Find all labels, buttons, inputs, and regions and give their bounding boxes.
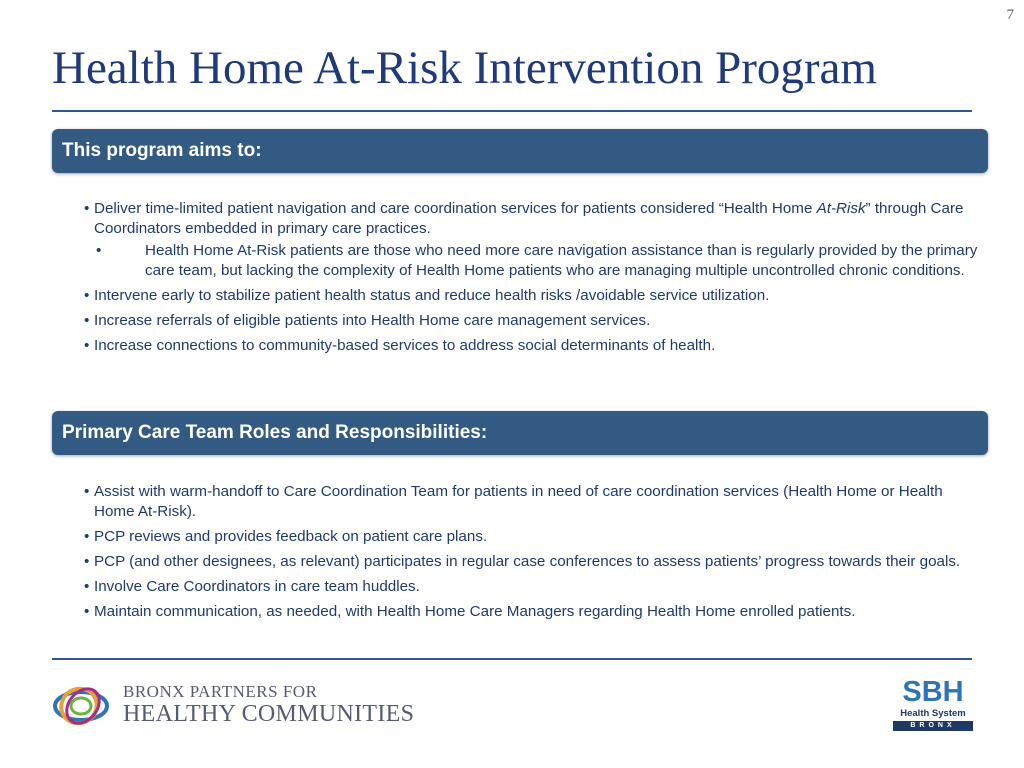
list-item — [84, 482, 984, 522]
rings-logo-icon — [50, 684, 112, 728]
page-number: 7 — [1006, 7, 1014, 23]
bullet-text: PCP reviews and provides feedback on patient care plans. — [94, 528, 488, 545]
bullet-icon: • — [84, 337, 90, 354]
list-item — [84, 602, 984, 622]
bullet-icon: • — [84, 528, 90, 545]
list-item — [84, 552, 984, 572]
list-item — [84, 577, 984, 597]
bullet-text: Involve Care Coordinators in care team huddles. — [94, 578, 420, 595]
roles-list — [84, 482, 984, 627]
list-item — [84, 527, 984, 547]
title-divider — [52, 110, 972, 112]
bullet-icon: • — [84, 287, 90, 304]
bullet-text: Deliver time-limited patient navigation and care coordination services for patients considered “Health Home At-Risk” through Care Coordinators embedded in primary care practices. — [94, 200, 964, 237]
bullet-icon: • — [84, 483, 90, 500]
bullet-icon: • — [84, 200, 90, 217]
list-item-sub — [84, 241, 984, 281]
bullet-icon: • — [96, 242, 102, 259]
list-item — [84, 286, 984, 306]
slide-title: Health Home At-Risk Intervention Program — [52, 42, 877, 94]
bronx-partners-logo — [50, 682, 430, 732]
sbh-logo — [893, 676, 975, 732]
bullet-text: Increase referrals of eligible patients into Health Home care management services. — [94, 312, 651, 329]
bullet-icon: • — [84, 578, 90, 595]
sbh-logo-main: SBH — [902, 676, 964, 708]
section-header-program-aims: This program aims to: — [52, 129, 988, 173]
bullet-text: Assist with warm-handoff to Care Coordination Team for patients in need of care coordination services (Health Home or Health Home At-Risk). — [94, 483, 943, 520]
list-item — [84, 336, 984, 356]
sbh-logo-sub: Health System — [900, 708, 966, 719]
logo-text-line1: BRONX PARTNERS FOR — [123, 682, 318, 701]
logo-text-line2: HEALTHY COMMUNITIES — [123, 701, 415, 727]
footer-divider — [52, 658, 972, 660]
bullet-icon: • — [84, 553, 90, 570]
list-item — [84, 199, 984, 239]
program-aims-list — [84, 199, 984, 361]
list-item — [84, 311, 984, 331]
section-header-roles: Primary Care Team Roles and Responsibilities: — [52, 411, 988, 455]
bullet-text: Health Home At-Risk patients are those who need more care navigation assistance than is regularly provided by the primary care team, but lacking the complexity of Health Home patients who are managing multiple uncontrolled chronic conditions. — [145, 242, 978, 279]
bullet-icon: • — [84, 312, 90, 329]
bullet-text: Increase connections to community-based services to address social determinants of health. — [94, 337, 716, 354]
bullet-text: PCP (and other designees, as relevant) participates in regular case conferences to assess patients’ progress towards their goals. — [94, 553, 961, 570]
bullet-icon: • — [84, 603, 90, 620]
bullet-text: Intervene early to stabilize patient health status and reduce health risks /avoidable service utilization. — [94, 287, 770, 304]
bullet-text: Maintain communication, as needed, with Health Home Care Managers regarding Health Home enrolled patients. — [94, 603, 856, 620]
sbh-logo-bronx: BRONX — [893, 721, 973, 731]
